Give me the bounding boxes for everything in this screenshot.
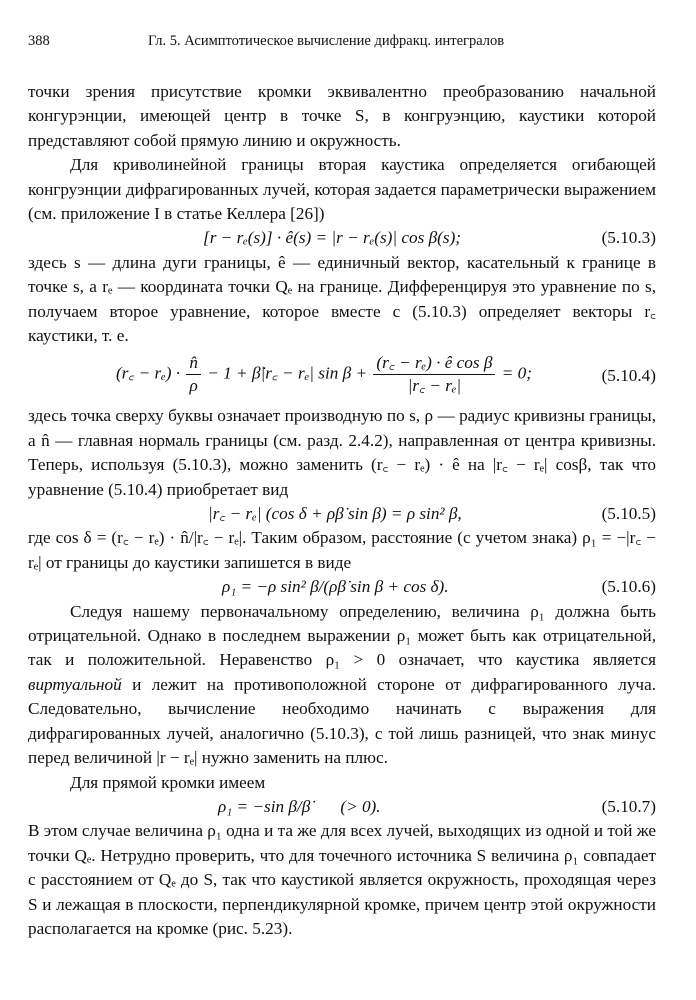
paragraph: здесь s — длина дуги границы, ê — единичный вектор, касательный к границе в точке s, а rₑ — координата точки Qₑ на границе. Дифференцируя это уравнение по s, получаем второе уравнение, которое вместе с (5.10.3) определяет векторы r꜀ каустики, т. е. [28,252,656,346]
equation-part: (r꜀ − rₑ) · [116,363,181,383]
running-title: Гл. 5. Асимптотическое вычисление дифракц. интегралов [148,33,505,49]
page-body [28,80,656,941]
paragraph: В этом случае величина ρ₁ одна и та же для всех лучей, выходящих из одной и той же точки Qₑ. Нетрудно проверить, что для точечного источника S величина ρ₁ совпадает с расстоянием от Qₑ до S, так что каустикой является окружность, проходящая через S и лежащая в плоскости, перпендикулярной кромке, причем центр этой окружности располагается на кромке (рис. 5.23). [28,821,656,938]
fraction-denominator: ρ [189,376,198,396]
text-run: Следуя нашему первоначальному определению, величина ρ₁ должна быть отрицательной. Однако в последнем выражении ρ₁ может быть как отрицательной, так и положительной. Неравенство ρ₁ > 0 означает, что каустика является [28,601,656,670]
paragraph: Для прямой кромки имеем [70,772,266,792]
equation-expression: |r꜀ − rₑ| (cos δ + ρβ̇ sin β) = ρ sin² β, [208,504,462,524]
paragraph: где cos δ = (r꜀ − rₑ) · n̂/|r꜀ − rₑ|. Таким образом, расстояние (с учетом знака) ρ₁ = −|r꜀ − rₑ| от границы до каустики запишется в виде [28,528,656,572]
equation-5-10-7 [28,795,656,819]
equation-5-10-3 [28,226,656,250]
equation-part: − 1 + β̇|r꜀ − rₑ| sin β + [207,363,368,383]
equation-5-10-4 [28,348,656,404]
page-header [28,33,656,53]
paragraph: Для криволинейной границы вторая каустика определяется огибающей конгруэнции дифрагированных лучей, которая задается параметрически выражением (см. приложение I в статье Келлера [26]) [28,155,656,224]
equation-number: (5.10.3) [601,228,656,248]
fraction-numerator: n̂ [186,352,201,375]
equation-number: (5.10.6) [601,577,656,597]
equation-part: = 0; [501,363,532,383]
equation-number: (5.10.5) [601,504,656,524]
fraction [373,352,495,397]
emphasis: виртуальной [28,674,122,694]
equation-expression: [r − rₑ(s)] · ê(s) = |r − rₑ(s)| cos β(s); [203,228,462,248]
paragraph: точки зрения присутствие кромки эквивалентно преобразованию начальной конгурэнции, имеющей центр в точке S, в конгруэнцию, каустики которой представляют собой прямую линию и окружность. [28,82,656,150]
equation-5-10-5 [28,502,656,526]
equation-expression: ρ₁ = −ρ sin² β/(ρβ̇ sin β + cos δ). [222,577,449,597]
paragraph [28,600,656,771]
fraction [186,352,201,397]
equation-number: (5.10.4) [601,366,656,386]
equation-expression [116,352,532,397]
text-run: и лежит на противоположной стороне от дифрагированного луча. Следовательно, вычисление необходимо начинать с выражения для дифрагированных лучей, аналогично (5.10.3), с той лишь разницей, что знак минус перед величиной |r − rₑ| нужно заменить на плюс. [28,674,656,768]
equation-number: (5.10.7) [601,796,656,816]
fraction-numerator: (r꜀ − rₑ) · ê cos β [373,352,495,375]
equation-expression: ρ₁ = −sin β/β̇ (> 0). [218,796,381,816]
equation-5-10-6 [28,575,656,599]
paragraph: здесь точка сверху буквы означает производную по s, ρ — радиус кривизны границы, а n̂ — главная нормаль границы (см. разд. 2.4.2), направленная от центра кривизны. Теперь, используя (5.10.3), можно заменить (r꜀ − rₑ) · ê на |r꜀ − rₑ| cosβ, так что уравнение (5.10.4) приобретает вид [28,406,656,499]
page-number: 388 [28,33,50,49]
fraction-denominator: |r꜀ − rₑ| [407,376,462,396]
